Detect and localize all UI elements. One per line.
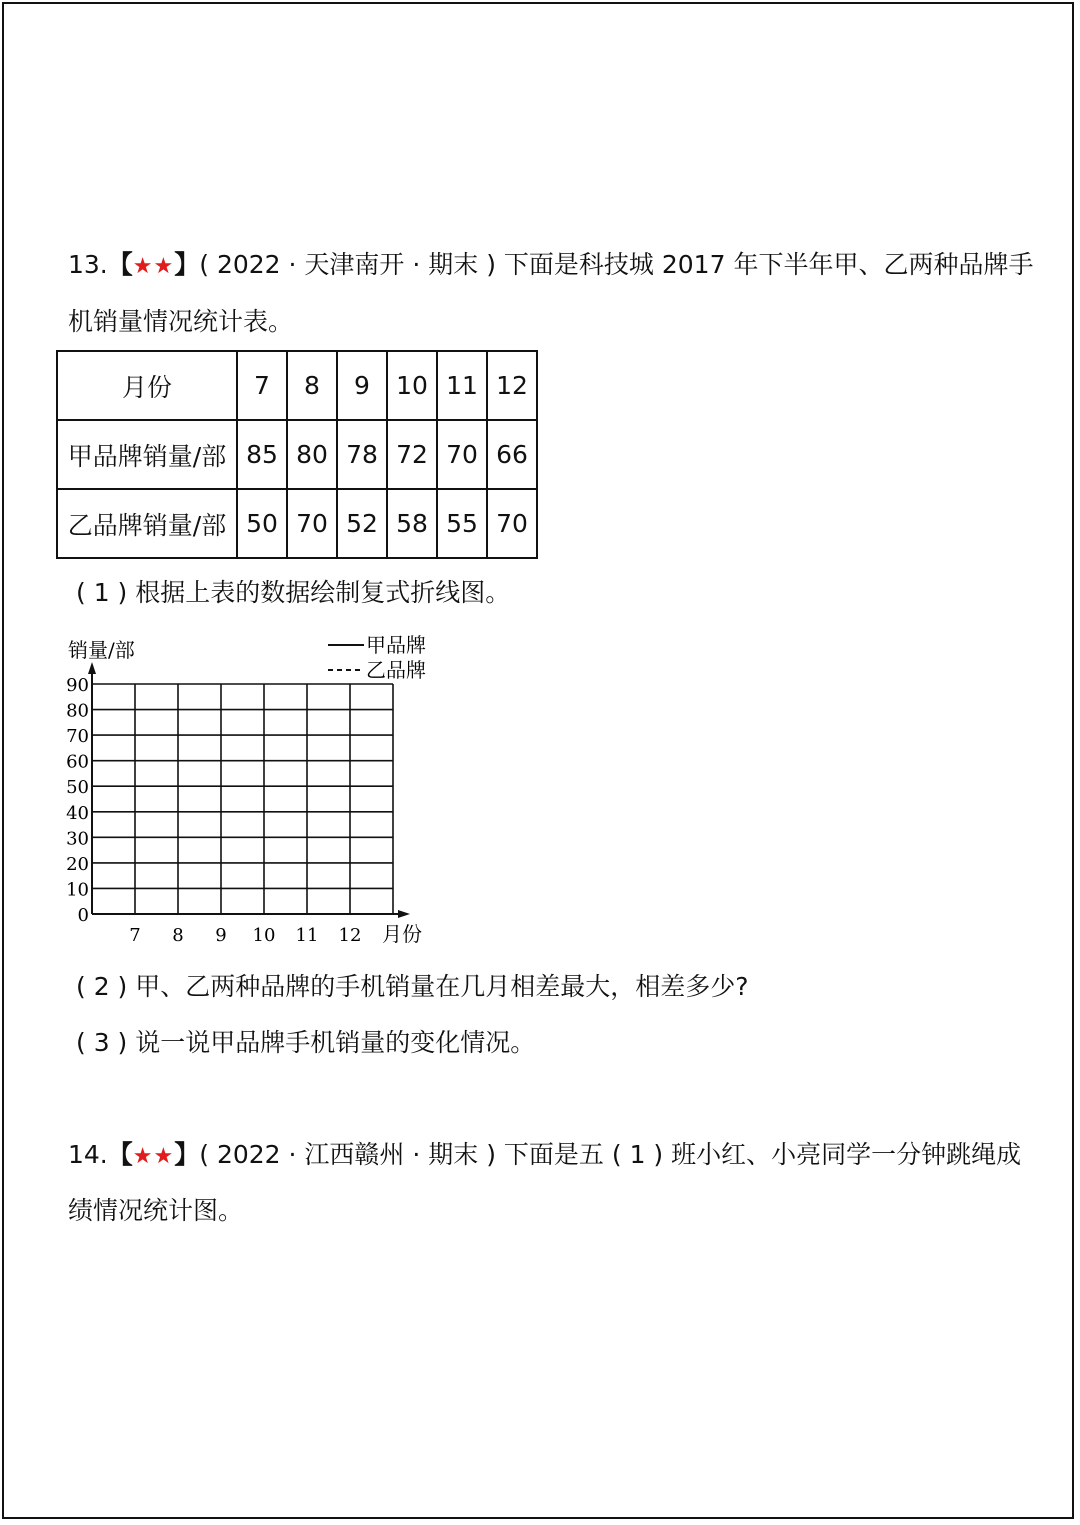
q13-source: ( 2022 · 天津南开 · 期末 ) (199, 250, 496, 279)
table-cell: 70 (437, 420, 487, 489)
table-header-label: 月份 (57, 351, 237, 420)
y-tick-label: 50 (66, 777, 89, 799)
x-axis-arrow-icon (398, 910, 410, 918)
table-cell: 78 (337, 420, 387, 489)
q14-bracket-open: 【 (107, 1140, 133, 1169)
table-cell: 50 (237, 489, 287, 558)
q13-number: 13. (68, 250, 108, 279)
y-tick-label: 40 (66, 802, 89, 824)
q13-star-icon: ★★ (132, 254, 175, 279)
table-month-cell: 7 (237, 351, 287, 420)
sub-question-2: ( 2 ) 甲、乙两种品牌的手机销量在几月相差最大，相差多少? (76, 972, 749, 1001)
y-tick-label: 90 (66, 675, 89, 696)
table-cell: 80 (287, 420, 337, 489)
x-tick-label: 9 (215, 925, 227, 946)
q14-text-line2: 绩情况统计图。 (68, 1196, 244, 1225)
chart-tick-labels (66, 675, 361, 946)
table-cell: 58 (387, 489, 437, 558)
x-axis-label: 月份 (382, 922, 422, 946)
y-tick-label: 10 (66, 879, 89, 901)
legend-item-jia: 甲品牌 (366, 633, 426, 657)
table-month-cell: 11 (437, 351, 487, 420)
x-tick-label: 10 (252, 925, 276, 946)
q13-text-line1: 下面是科技城 2017 年下半年甲、乙两种品牌手 (503, 250, 1034, 279)
chart-legend (328, 633, 426, 682)
table-cell: 52 (337, 489, 387, 558)
legend-item-yi: 乙品牌 (366, 658, 426, 682)
sub-question-3: ( 3 ) 说一说甲品牌手机销量的变化情况。 (76, 1028, 536, 1057)
q13-bracket-open: 【 (107, 250, 133, 279)
q14-text-line1: 下面是五 ( 1 ) 班小红、小亮同学一分钟跳绳成 (503, 1140, 1022, 1169)
chart-grid-lines (92, 684, 393, 914)
table-month-cell: 10 (387, 351, 437, 420)
table-month-cell: 9 (337, 351, 387, 420)
y-tick-label: 80 (66, 700, 89, 722)
y-tick-label: 20 (66, 853, 89, 875)
x-tick-label: 7 (129, 925, 141, 946)
table-cell: 70 (287, 489, 337, 558)
table-cell: 55 (437, 489, 487, 558)
q14-source: ( 2022 · 江西赣州 · 期末 ) (199, 1140, 496, 1169)
table-month-cell: 12 (487, 351, 537, 420)
table-month-cell: 8 (287, 351, 337, 420)
x-tick-label: 11 (295, 925, 319, 946)
q14-line1 (68, 1138, 1021, 1174)
q14-star-icon: ★★ (132, 1144, 175, 1169)
table-cell: 70 (487, 489, 537, 558)
y-tick-label: 30 (66, 828, 89, 850)
table-cell: 85 (237, 420, 287, 489)
table-row-label: 乙品牌销量/部 (57, 489, 237, 558)
q13-text-line2: 机销量情况统计表。 (68, 307, 294, 336)
y-tick-label: 0 (77, 905, 89, 926)
y-tick-label: 60 (66, 751, 89, 773)
table-cell: 72 (387, 420, 437, 489)
x-tick-label: 8 (172, 925, 184, 946)
q14-number: 14. (68, 1140, 108, 1169)
table-row-label: 甲品牌销量/部 (57, 420, 237, 489)
sub-question-1: ( 1 ) 根据上表的数据绘制复式折线图。 (76, 578, 511, 607)
y-axis-arrow-icon (88, 662, 96, 674)
q13-bracket-close: 】 (174, 250, 200, 279)
y-axis-label: 销量/部 (68, 638, 135, 662)
q14-bracket-close: 】 (174, 1140, 200, 1169)
table-cell: 66 (487, 420, 537, 489)
x-tick-label: 12 (338, 925, 362, 946)
y-tick-label: 70 (66, 726, 89, 748)
